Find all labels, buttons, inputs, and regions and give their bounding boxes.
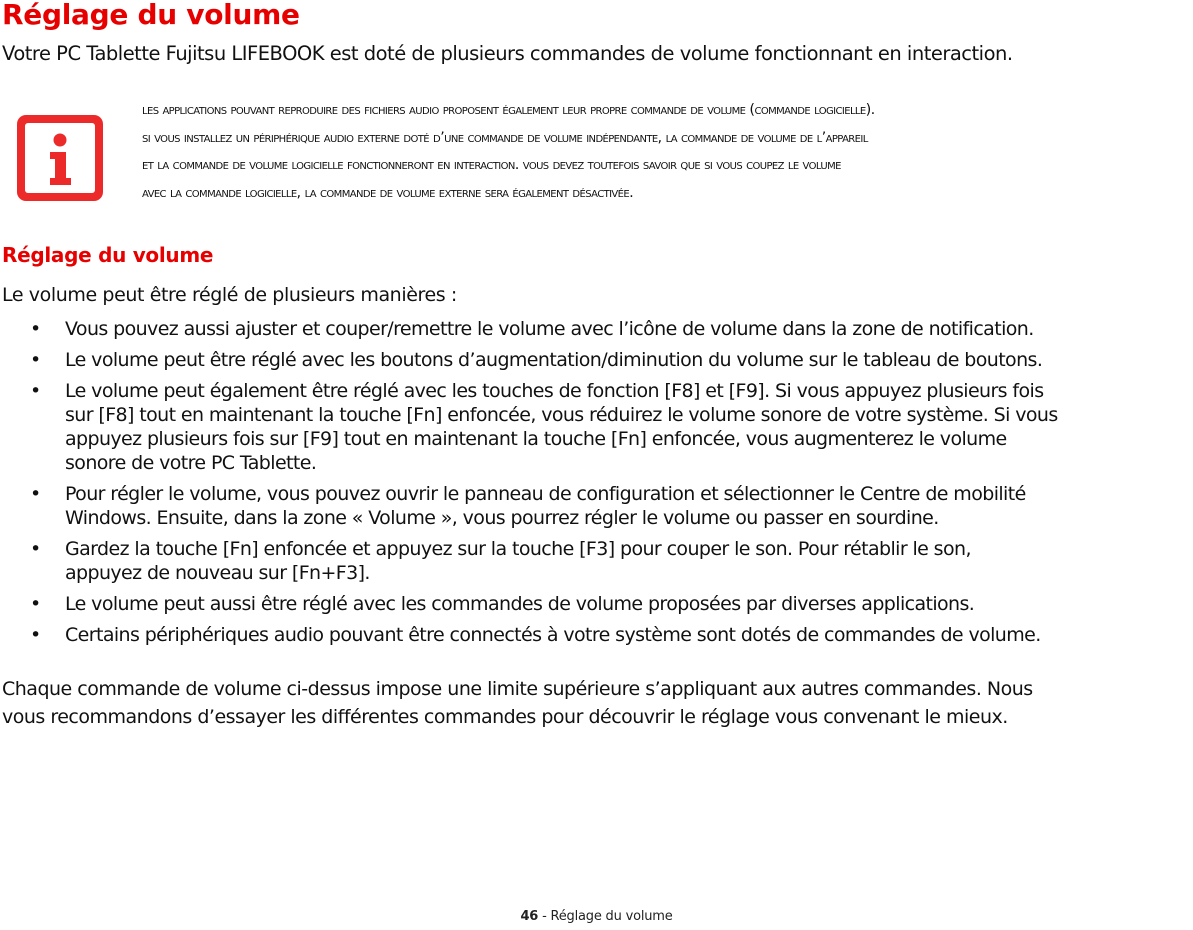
list-item-text: Certains périphériques audio pouvant être connectés à votre système sont dotés de commandes de volume. [65,624,1041,646]
list-item-text: sur [F8] tout en maintenant la touche [Fn] enfoncée, vous réduirez le volume sonore de votre système. Si vous [65,404,1058,426]
info-icon [17,115,103,201]
info-glyph-icon [25,123,95,193]
list-item-text: appuyez de nouveau sur [Fn+F3]. [65,562,370,584]
bullet-icon: • [30,593,41,615]
list-item-text: appuyez plusieurs fois sur [F9] tout en maintenant la touche [Fn] enfoncée, vous augmenterez le volume [65,428,1007,450]
bullet-icon: • [30,538,41,560]
note-line: avec la commande logicielle, la commande de volume externe sera également désactivée. [142,184,634,201]
list-item [0,623,1193,647]
list-item-text: Gardez la touche [Fn] enfoncée et appuyez sur la touche [F3] pour couper le son. Pour rétablir le son, [65,538,971,560]
list-item [0,482,1193,530]
page-footer [0,909,1193,924]
list-item-text: sonore de votre PC Tablette. [65,452,317,474]
note-line: et la commande de volume logicielle fonctionneront en interaction. vous devez toutefois savoir que si vous coupez le volume [142,157,841,173]
footer-label: Réglage du volume [550,909,673,924]
list-item-text: Le volume peut aussi être réglé avec les commandes de volume proposées par diverses applications. [65,593,975,615]
list-item [0,379,1193,475]
page-number: 46 [520,909,539,924]
bullet-icon: • [30,624,41,646]
page-title: Réglage du volume [2,0,300,31]
closing-paragraph [2,675,1033,731]
list-item-text: Vous pouvez aussi ajuster et couper/remettre le volume avec l’icône de volume dans la zone de notification. [65,318,1034,340]
list-item-text: Le volume peut être réglé avec les boutons d’augmentation/diminution du volume sur le tableau de boutons. [65,349,1043,371]
footer-separator: - [538,909,551,924]
bullet-list [0,317,1193,654]
list-item-text: Windows. Ensuite, dans la zone « Volume », vous pourrez régler le volume ou passer en sourdine. [65,507,939,529]
list-item-text: Pour régler le volume, vous pouvez ouvrir le panneau de configuration et sélectionner le Centre de mobilité [65,483,1026,505]
bullet-icon: • [30,483,41,505]
section-lead: Le volume peut être réglé de plusieurs manières : [2,284,457,306]
list-item [0,317,1193,341]
closing-line: Chaque commande de volume ci-dessus impose une limite supérieure s’appliquant aux autres commandes. Nous [2,678,1033,700]
note-line: les applications pouvant reproduire des fichiers audio proposent également leur propre commande de volume (commande logicielle). [142,102,875,118]
intro-paragraph: Votre PC Tablette Fujitsu LIFEBOOK est doté de plusieurs commandes de volume fonctionnant en interaction. [2,42,1013,65]
bullet-icon: • [30,349,41,371]
list-item [0,348,1193,372]
section-title: Réglage du volume [2,243,214,267]
note-line: si vous installez un périphérique audio externe doté d’une commande de volume indépendante, la commande de volume de l’appareil [142,129,868,146]
bullet-icon: • [30,318,41,340]
closing-line: vous recommandons d’essayer les différentes commandes pour découvrir le réglage vous convenant le mieux. [2,706,1008,728]
bullet-icon: • [30,380,41,402]
list-item-text: Le volume peut également être réglé avec les touches de fonction [F8] et [F9]. Si vous appuyez plusieurs fois [65,380,1044,402]
info-note [142,97,1182,207]
info-icon-inner [25,123,95,193]
list-item [0,592,1193,616]
list-item [0,537,1193,585]
